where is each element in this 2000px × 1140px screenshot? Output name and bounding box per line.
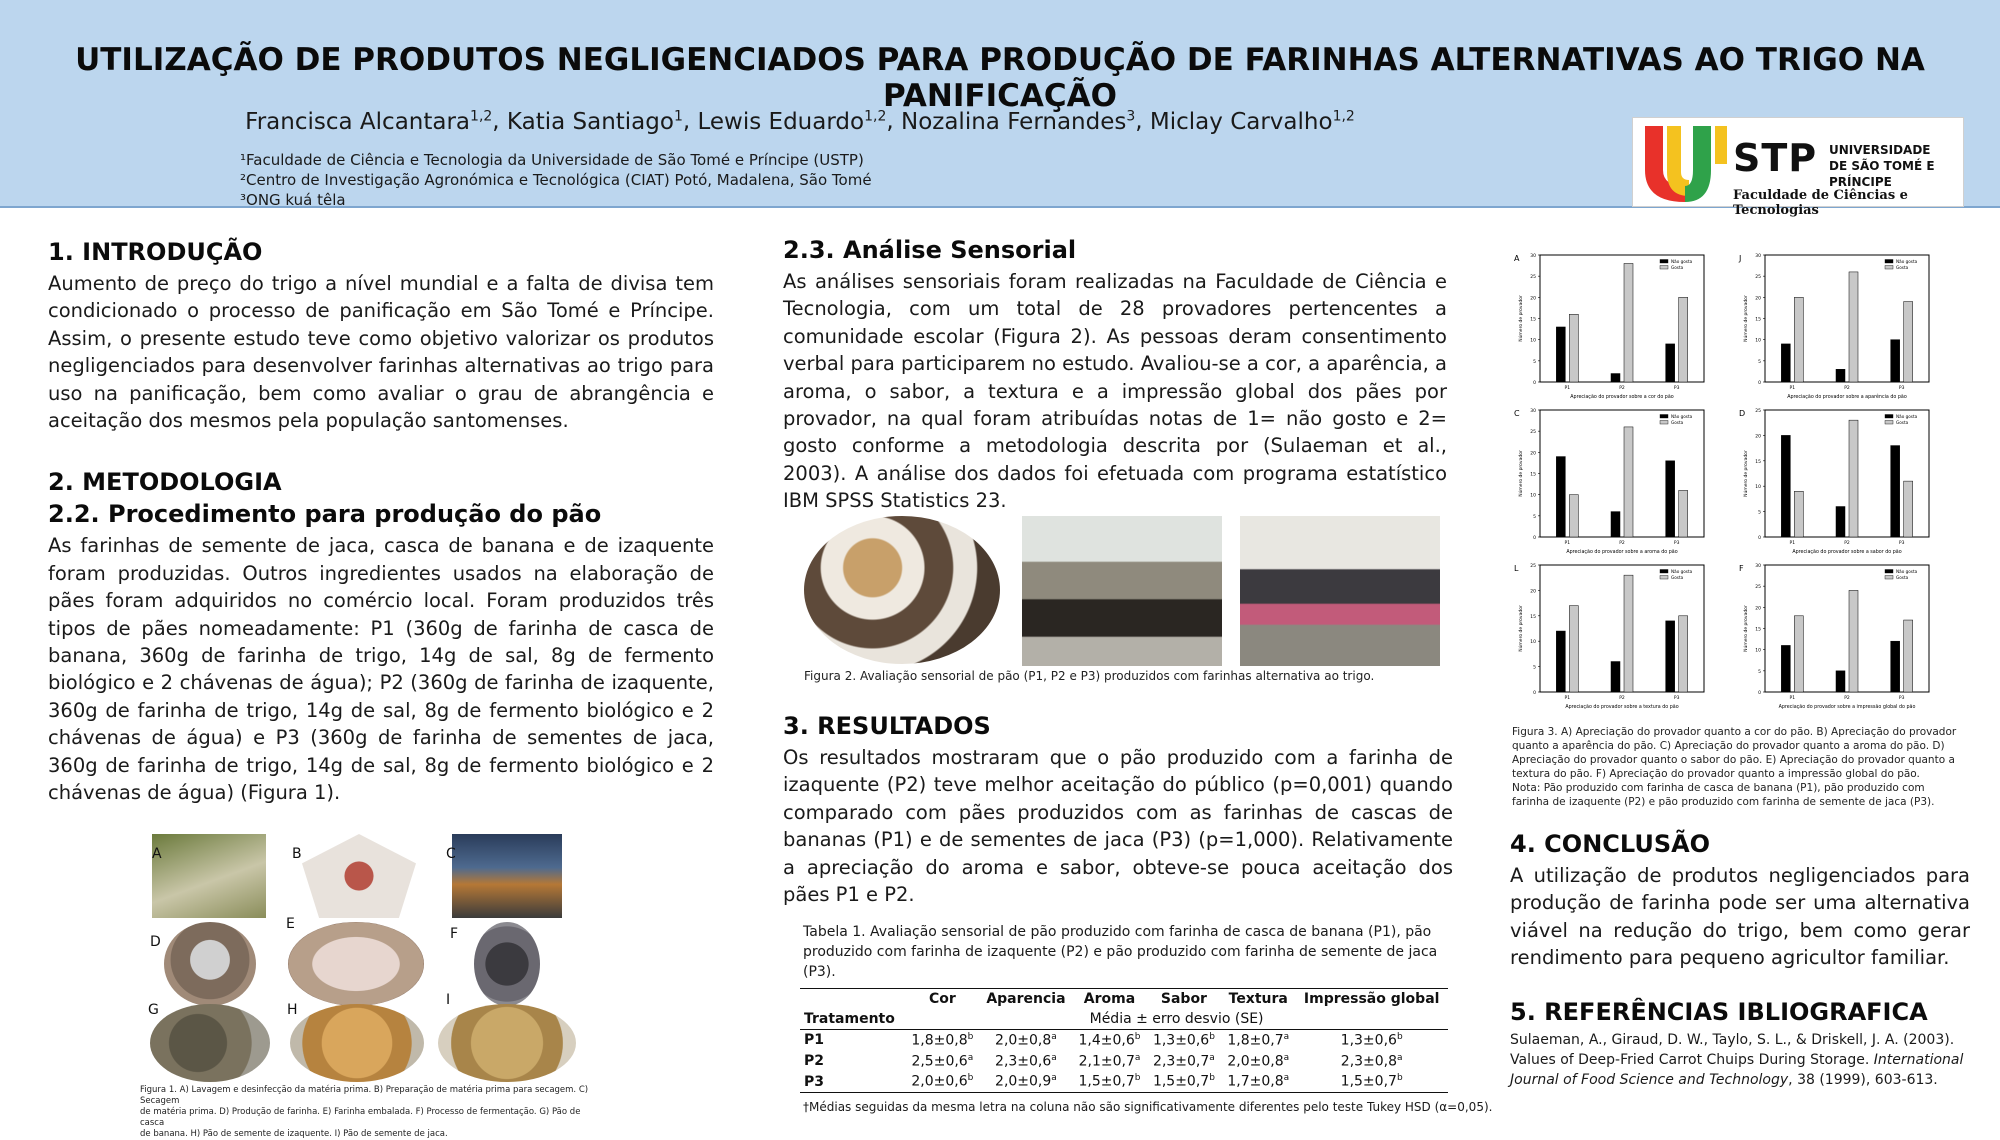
table-col-header: Cor bbox=[928, 991, 956, 1007]
y-tick-label: 30 bbox=[1755, 564, 1761, 569]
poster-header bbox=[0, 0, 2000, 218]
table-row-header-label: Tratamento bbox=[804, 1011, 895, 1027]
y-tick-label: 5 bbox=[1533, 514, 1536, 520]
table-1 bbox=[800, 988, 1448, 1093]
legend-label: Gosta bbox=[1671, 265, 1684, 270]
y-tick-label: 15 bbox=[1530, 614, 1536, 620]
author: Miclay Carvalho$^{1,2}$ bbox=[1149, 108, 1355, 135]
poster-title: UTILIZAÇÃO DE PRODUTOS NEGLIGENCIADOS PARA PRODUÇÃO DE FARINHAS ALTERNATIVAS AO TRIGO NA PANIFICAÇÃO bbox=[75, 42, 1925, 114]
x-axis-label: Apreciação do provador sobre a sabor do pão bbox=[1792, 550, 1902, 555]
methods-text: As farinhas de semente de jaca, casca de banana e de izaquente foram produzidas. Outros ingredientes usados na elaboração de pães foram adquiridos no comércio local. Foram produzidos três tipos de pães nomeadamente: P1 (360g de farinha de casca de banana, 360g de farinha de trigo, 14g de sal, 8g de fermento biológico e 2 chávenas de água); P2 (360g de farinha de izaquente, 360g de farinha de trigo, 14g de sal, 8g de fermento biológico e 2 chávenas de água) e P3 (360g de farinha de sementes de jaca, 360g de farinha de trigo, 14g de sal, 8g de fermento biológico e 2 chávenas de água) (Figura 1). bbox=[48, 534, 714, 805]
x-tick-label: P3 bbox=[1673, 541, 1680, 546]
bar bbox=[1891, 641, 1900, 692]
table-col-header: Textura bbox=[1228, 991, 1288, 1007]
x-tick-label: P3 bbox=[1898, 696, 1905, 701]
bar bbox=[1849, 272, 1858, 382]
y-tick-label: 0 bbox=[1758, 536, 1761, 541]
intro-heading: 1. INTRODUÇÃO bbox=[48, 238, 263, 266]
panel-label: J bbox=[1739, 254, 1742, 263]
bar bbox=[1781, 435, 1790, 537]
figure-1 bbox=[140, 830, 600, 1139]
conclusion-heading: 4. CONCLUSÃO bbox=[1510, 830, 1711, 858]
table-row: P3 2,0±0,6$^b$ 2,0±0,9$^a$ 1,5±0,7$^b$ 1,5±0,7$^b$ 1,7±0,8$^a$ 1,5±0,7$^b$ bbox=[800, 1071, 1448, 1092]
bar bbox=[1891, 340, 1900, 382]
y-tick-label: 15 bbox=[1530, 317, 1536, 323]
table-1-note: †Médias seguidas da mesma letra na coluna não são significativamente diferentes pelo teste Tukey HSD (α=0,05). bbox=[803, 1100, 1493, 1114]
x-tick-label: P2 bbox=[1619, 541, 1625, 546]
author: Lewis Eduardo$^{1,2}$ bbox=[697, 108, 887, 135]
photo-bread-samples bbox=[804, 516, 1000, 664]
y-tick-label: 10 bbox=[1755, 485, 1761, 491]
bar bbox=[1781, 344, 1790, 382]
y-tick-label: 30 bbox=[1530, 254, 1536, 259]
photo-g bbox=[150, 1004, 270, 1082]
results-heading: 3. RESULTADOS bbox=[783, 712, 991, 740]
y-tick-label: 5 bbox=[1533, 665, 1536, 671]
intro-text: Aumento de preço do trigo a nível mundial e a falta de divisa tem condicionado o processo de panificação em São Tomé e Príncipe. Assim, o presente estudo teve como objetivo valorizar os produtos negligenciados para desenvolver farinhas alternativas ao trigo para uso na panificação, bem como avaliar o grau de abrangência e aceitação dos mesmos pela população santomenses. bbox=[48, 272, 714, 433]
legend-label: Não gosta bbox=[1671, 569, 1693, 574]
figure-1-caption: Figura 1. A) Lavagem e desinfecção da matéria prima. B) Preparação de matéria prima para secagem. C) Secagem de matéria prima. D) Produção de farinha. E) Farinha embalada. F) Processo de fermentação. G) Pão de casca de banana. H) Pão de semente de izaquente. I) Pão de semente de jaca. bbox=[140, 1085, 589, 1139]
legend-swatch bbox=[1885, 421, 1893, 425]
bar bbox=[1556, 457, 1565, 537]
panel-label: A bbox=[1514, 254, 1520, 263]
x-tick-label: P2 bbox=[1844, 696, 1850, 701]
photo-e bbox=[288, 922, 424, 1006]
logo-abbr: STP bbox=[1733, 136, 1818, 180]
affiliation: ¹Faculdade de Ciência e Tecnologia da Universidade de São Tomé e Príncipe (USTP) bbox=[240, 151, 864, 169]
figure-3-charts bbox=[1512, 247, 1962, 710]
x-tick-label: P1 bbox=[1789, 386, 1796, 391]
table-row: P1 1,8±0,8$^b$ 2,0±0,8$^a$ 1,4±0,6$^b$ 1,3±0,6$^b$ 1,8±0,7$^a$ 1,3±0,6$^b$ bbox=[804, 1032, 1403, 1049]
figure-3 bbox=[1512, 247, 1962, 710]
y-axis-label: Número de provador bbox=[1519, 450, 1524, 497]
table-col-header: Aparencia bbox=[986, 991, 1066, 1007]
author: Katia Santiago$^1$ bbox=[506, 108, 683, 135]
y-tick-label: 5 bbox=[1758, 669, 1761, 675]
y-axis-label: Número de provador bbox=[1744, 605, 1749, 652]
column-right bbox=[1510, 830, 1970, 1090]
x-tick-label: P3 bbox=[1673, 696, 1680, 701]
sensory-heading: 2.3. Análise Sensorial bbox=[783, 236, 1077, 264]
bar bbox=[1781, 645, 1790, 692]
author: Francisca Alcantara$^{1,2}$ bbox=[245, 108, 493, 135]
results-section bbox=[783, 712, 1453, 908]
y-tick-label: 25 bbox=[1530, 430, 1536, 436]
photo-label: C bbox=[446, 846, 456, 862]
y-tick-label: 0 bbox=[1758, 381, 1761, 386]
photo-h bbox=[290, 1004, 424, 1082]
bar bbox=[1624, 427, 1633, 537]
photo-label: I bbox=[446, 992, 451, 1008]
table-col-header: Impressão global bbox=[1303, 991, 1440, 1007]
bar bbox=[1794, 297, 1803, 382]
photo-label: F bbox=[450, 926, 459, 942]
photo-d bbox=[164, 922, 256, 1006]
legend-label: Não gosta bbox=[1671, 259, 1693, 264]
y-axis-label: Número de provador bbox=[1519, 295, 1524, 342]
bar bbox=[1624, 575, 1633, 692]
legend-label: Gosta bbox=[1896, 575, 1909, 580]
legend-label: Gosta bbox=[1896, 265, 1909, 270]
table-subheader: Média ± erro desvio (SE) bbox=[1089, 1011, 1264, 1027]
bar bbox=[1666, 344, 1675, 382]
x-tick-label: P2 bbox=[1844, 541, 1850, 546]
photo-label: H bbox=[287, 1002, 298, 1018]
author: Nozalina Fernandes$^3$ bbox=[900, 108, 1136, 135]
figure-2 bbox=[800, 516, 1440, 691]
y-tick-label: 25 bbox=[1755, 275, 1761, 281]
affiliations bbox=[240, 150, 872, 210]
bar bbox=[1836, 507, 1845, 537]
bar bbox=[1891, 446, 1900, 537]
photo-label: A bbox=[152, 846, 162, 862]
legend-label: Não gosta bbox=[1896, 569, 1918, 574]
panel-label: L bbox=[1514, 564, 1519, 573]
y-tick-label: 10 bbox=[1530, 338, 1536, 344]
figure-2-caption: Figura 2. Avaliação sensorial de pão (P1, P2 e P3) produzidos com farinhas alternativa ao trigo. bbox=[804, 669, 1375, 683]
table-col-header: Sabor bbox=[1160, 991, 1207, 1007]
y-tick-label: 0 bbox=[1533, 381, 1536, 386]
chart-panel bbox=[1739, 563, 1929, 710]
legend-swatch bbox=[1885, 576, 1893, 580]
x-axis-label: Apreciação do provador sobre a textura do pão bbox=[1565, 705, 1679, 710]
y-tick-label: 0 bbox=[1533, 536, 1536, 541]
bar bbox=[1904, 620, 1913, 692]
x-tick-label: P1 bbox=[1564, 696, 1571, 701]
y-axis-label: Número de provador bbox=[1744, 295, 1749, 342]
bar bbox=[1556, 327, 1565, 382]
y-tick-label: 20 bbox=[1755, 606, 1761, 612]
panel-label: D bbox=[1739, 409, 1746, 418]
methods-subheading: 2.2. Procedimento para produção do pão bbox=[48, 500, 602, 529]
author-list: Francisca Alcantara$^{1,2}$, Katia Santiago$^1$, Lewis Eduardo$^{1,2}$, Nozalina Fernandes$^3$, Miclay Carvalho$^{1,2}$ bbox=[245, 108, 1355, 135]
bar bbox=[1679, 616, 1688, 692]
legend-swatch bbox=[1885, 415, 1893, 419]
photo-label: B bbox=[292, 846, 302, 862]
bar bbox=[1794, 491, 1803, 537]
y-tick-label: 5 bbox=[1533, 359, 1536, 365]
bar bbox=[1666, 461, 1675, 537]
y-tick-label: 30 bbox=[1755, 254, 1761, 259]
x-tick-label: P1 bbox=[1564, 541, 1571, 546]
bar bbox=[1836, 671, 1845, 692]
x-tick-label: P3 bbox=[1898, 386, 1905, 391]
y-tick-label: 20 bbox=[1755, 296, 1761, 302]
x-tick-label: P1 bbox=[1564, 386, 1571, 391]
bar bbox=[1569, 495, 1578, 537]
y-tick-label: 15 bbox=[1530, 472, 1536, 478]
y-tick-label: 30 bbox=[1530, 409, 1536, 414]
legend-label: Gosta bbox=[1896, 420, 1909, 425]
legend-swatch bbox=[1660, 576, 1668, 580]
logo-faculty: Faculdade de Ciências e Tecnologias bbox=[1733, 188, 1908, 218]
x-axis-label: Apreciação do provador sobre a cor do pão bbox=[1570, 395, 1674, 400]
y-tick-label: 0 bbox=[1533, 691, 1536, 696]
legend-swatch bbox=[1660, 415, 1668, 419]
x-tick-label: P3 bbox=[1898, 541, 1905, 546]
table-corner bbox=[800, 989, 905, 1010]
bar bbox=[1569, 314, 1578, 382]
photo-label: D bbox=[150, 934, 161, 950]
panel-label: F bbox=[1739, 564, 1744, 573]
legend-swatch bbox=[1885, 266, 1893, 270]
logo-u-mark-icon bbox=[1637, 120, 1733, 206]
y-tick-label: 15 bbox=[1755, 317, 1761, 323]
y-tick-label: 10 bbox=[1755, 648, 1761, 654]
photo-label: E bbox=[286, 916, 295, 932]
affiliation: ³ONG kuá têla bbox=[240, 191, 346, 209]
y-tick-label: 0 bbox=[1758, 691, 1761, 696]
y-tick-label: 20 bbox=[1530, 296, 1536, 302]
y-tick-label: 25 bbox=[1755, 409, 1761, 414]
photo-tasting-session-2 bbox=[1240, 516, 1440, 666]
figure-3-caption: Figura 3. A) Apreciação do provador quanto a cor do pão. B) Apreciação do provador quanto a aparência do pão. C) Apreciação do provador quanto a aroma do pão. D) Apreciação do provador quanto o sabor do pão. E) Apreciação do provador quanto a textura do pão. F) Apreciação do provador quanto a impressão global do pão. Nota: Pão produzido com farinha de casca de banana (P1), pão produzido com farinha de izaquente (P2) e pão produzido com farinha de semente de jaca (P3). bbox=[1512, 726, 1957, 808]
y-tick-label: 10 bbox=[1530, 493, 1536, 499]
chart-panel bbox=[1739, 408, 1929, 555]
x-tick-label: P2 bbox=[1844, 386, 1850, 391]
chart-panel bbox=[1514, 563, 1704, 710]
table-row: P2 2,5±0,6$^a$ 2,3±0,6$^a$ 2,1±0,7$^a$ 2,3±0,7$^a$ 2,0±0,8$^a$ 2,3±0,8$^a$ bbox=[804, 1052, 1403, 1070]
bar bbox=[1904, 481, 1913, 537]
bar bbox=[1679, 490, 1688, 537]
photo-i bbox=[438, 1004, 576, 1082]
x-axis-label: Apreciação do provador sobre a aparência do pão bbox=[1787, 395, 1907, 400]
reference-item: Sulaeman, A., Giraud, D. W., Taylo, S. L., & Driskell, J. A. (2003). Values of Deep-Fried Carrot Chuips During Storage. International Journal of Food Science and Technology, 38 (1999), 603-613. bbox=[1510, 1031, 1964, 1088]
legend-label: Não gosta bbox=[1896, 414, 1918, 419]
legend-swatch bbox=[1660, 260, 1668, 264]
bar bbox=[1849, 590, 1858, 692]
photo-a bbox=[152, 834, 266, 918]
panel-label: C bbox=[1514, 409, 1520, 418]
results-text: Os resultados mostraram que o pão produzido com a farinha de izaquente (P2) teve melhor aceitação do público (p=0,001) quando comparado com pães produzidos com as farinhas de cascas de bananas (P1) e de sementes de jaca (P3) (p=1,000). Relativamente a apreciação do aroma e sabor, obteve-se pouca aceitação dos pães P1 e P2. bbox=[783, 746, 1453, 907]
y-tick-label: 20 bbox=[1530, 589, 1536, 595]
x-tick-label: P1 bbox=[1789, 541, 1796, 546]
bar bbox=[1836, 369, 1845, 382]
bar bbox=[1611, 662, 1620, 692]
y-axis-label: Número de provador bbox=[1519, 605, 1524, 652]
x-tick-label: P2 bbox=[1619, 386, 1625, 391]
chart-panel bbox=[1514, 408, 1704, 555]
y-tick-label: 25 bbox=[1755, 585, 1761, 591]
table-col-header: Aroma bbox=[1083, 991, 1136, 1007]
references-heading: 5. REFERÊNCIAS IBLIOGRAFICA bbox=[1510, 997, 1928, 1026]
legend-swatch bbox=[1660, 266, 1668, 270]
bar bbox=[1611, 512, 1620, 537]
y-tick-label: 10 bbox=[1530, 640, 1536, 646]
bar bbox=[1904, 302, 1913, 382]
y-tick-label: 20 bbox=[1755, 434, 1761, 440]
y-tick-label: 10 bbox=[1755, 338, 1761, 344]
bar bbox=[1794, 616, 1803, 692]
legend-swatch bbox=[1660, 570, 1668, 574]
y-tick-label: 15 bbox=[1755, 627, 1761, 633]
photo-c bbox=[452, 834, 562, 918]
x-axis-label: Apreciação do provador sobre a impressão global do pão bbox=[1778, 705, 1916, 710]
bar bbox=[1666, 621, 1675, 692]
affiliation: ²Centro de Investigação Agronómica e Tecnológica (CIAT) Potó, Madalena, São Tomé bbox=[240, 171, 872, 189]
photo-label: G bbox=[148, 1002, 159, 1018]
column-middle bbox=[783, 236, 1447, 515]
legend-swatch bbox=[1660, 421, 1668, 425]
y-tick-label: 5 bbox=[1758, 510, 1761, 516]
bar bbox=[1679, 297, 1688, 382]
x-axis-label: Apreciação do provador sobre a aroma do pão bbox=[1566, 550, 1678, 555]
legend-label: Gosta bbox=[1671, 575, 1684, 580]
x-tick-label: P3 bbox=[1673, 386, 1680, 391]
university-logo bbox=[1632, 117, 1964, 218]
y-axis-label: Número de provador bbox=[1744, 450, 1749, 497]
chart-panel bbox=[1514, 253, 1704, 400]
y-tick-label: 25 bbox=[1530, 275, 1536, 281]
photo-tasting-session-1 bbox=[1022, 516, 1222, 666]
x-tick-label: P1 bbox=[1789, 696, 1796, 701]
legend-label: Gosta bbox=[1671, 420, 1684, 425]
bar bbox=[1569, 606, 1578, 692]
y-tick-label: 5 bbox=[1758, 359, 1761, 365]
bar bbox=[1611, 374, 1620, 382]
logo-university: UNIVERSIDADE DE SÃO TOMÉ E PRÍNCIPE bbox=[1829, 143, 1935, 189]
methods-heading: 2. METODOLOGIA bbox=[48, 468, 282, 497]
bar bbox=[1624, 263, 1633, 382]
y-tick-label: 15 bbox=[1755, 459, 1761, 465]
legend-swatch bbox=[1885, 570, 1893, 574]
x-tick-label: P2 bbox=[1619, 696, 1625, 701]
chart-panel bbox=[1738, 253, 1929, 400]
column-left bbox=[48, 238, 714, 807]
legend-label: Não gosta bbox=[1671, 414, 1693, 419]
sensory-text: As análises sensoriais foram realizadas na Faculdade de Ciência e Tecnologia, com um total de 28 provadores pertencentes a comunidade escolar (Figura 2). As pessoas deram consentimento verbal para participarem no estudo. Avaliou-se a cor, a aparência, a aroma, o sabor, a textura e a impressão global dos pães por provador, na qual foram atribuídas notas de 1= não gosto e 2= gosto conforme a metodologia descrita por (Sulaeman et al., 2003). A análise dos dados foi efetuada com programa estatístico IBM SPSS Statistics 23. bbox=[783, 270, 1447, 513]
legend-label: Não gosta bbox=[1896, 259, 1918, 264]
bar bbox=[1556, 631, 1565, 692]
bar bbox=[1849, 420, 1858, 537]
photo-b bbox=[302, 834, 416, 918]
photo-f bbox=[474, 922, 540, 1006]
table-1-caption: Tabela 1. Avaliação sensorial de pão produzido com farinha de casca de banana (P1), pão produzido com farinha de izaquente (P2) e pão produzido com farinha de semente de jaca (P3). bbox=[803, 924, 1438, 980]
y-tick-label: 25 bbox=[1530, 564, 1536, 569]
conclusion-text: A utilização de produtos negligenciados para produção de farinha pode ser uma alternativa viável na redução do trigo, bem como gerar rendimento para pequeno agricultor familiar. bbox=[1510, 864, 1970, 970]
y-tick-label: 20 bbox=[1530, 451, 1536, 457]
legend-swatch bbox=[1885, 260, 1893, 264]
